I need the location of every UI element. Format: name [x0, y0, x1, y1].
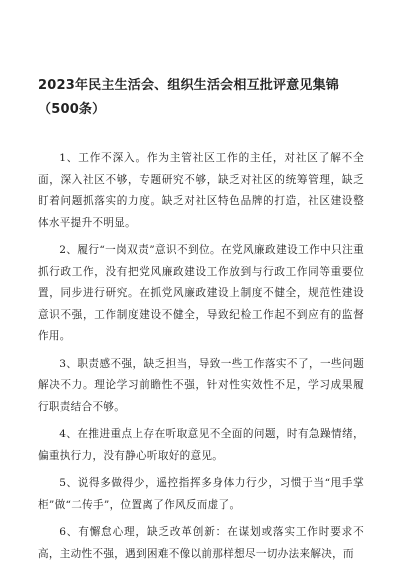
- paragraph-4: 4、在推进重点上存在听取意见不全面的问题，时有急躁情绪，偏重执行力，没有静心听取好的意见。: [38, 428, 364, 462]
- paragraph-1: 1、工作不深入。作为主管社区工作的主任，对社区了解不全面，深入社区不够，专题研究不够，缺乏对社区的统筹管理，缺乏盯着问题抓落实的力度。缺乏对社区特色品牌的打造，社区建设整体水平提升不明显。: [38, 152, 364, 229]
- paragraph-3: 3、职责感不强，缺乏担当，导致一些工作落实不了，一些问题解决不力。理论学习前瞻性不强，针对性实效性不足，学习成果履行职责结合不够。: [38, 357, 364, 413]
- paragraph-6: 6、有懈怠心理，缺乏改革创新：在谋划或落实工作时要求不高，主动性不强，遇到困难不像以前那样想尽一切办法来解决，而: [38, 526, 364, 560]
- document-title: 2023年民主生活会、组织生活会相互批评意见集锦（500条）: [38, 78, 339, 117]
- paragraph-2: 2、履行“一岗双责”意识不到位。在党风廉政建设工作中只注重抓行政工作，没有把党风廉政建设工作放到与行政工作同等重要位置，同步进行研究。在抓党风廉政建设上制度不健全，规范性建设意识不强，工作制度建设不健全，导致纪检工作起不到应有的监督作用。: [38, 244, 364, 342]
- paragraph-5: 5、说得多做得少，遥控指挥多身体力行少，习惯于当“甩手掌柜”做“二传手”，位置离了作风反而虚了。: [38, 477, 364, 511]
